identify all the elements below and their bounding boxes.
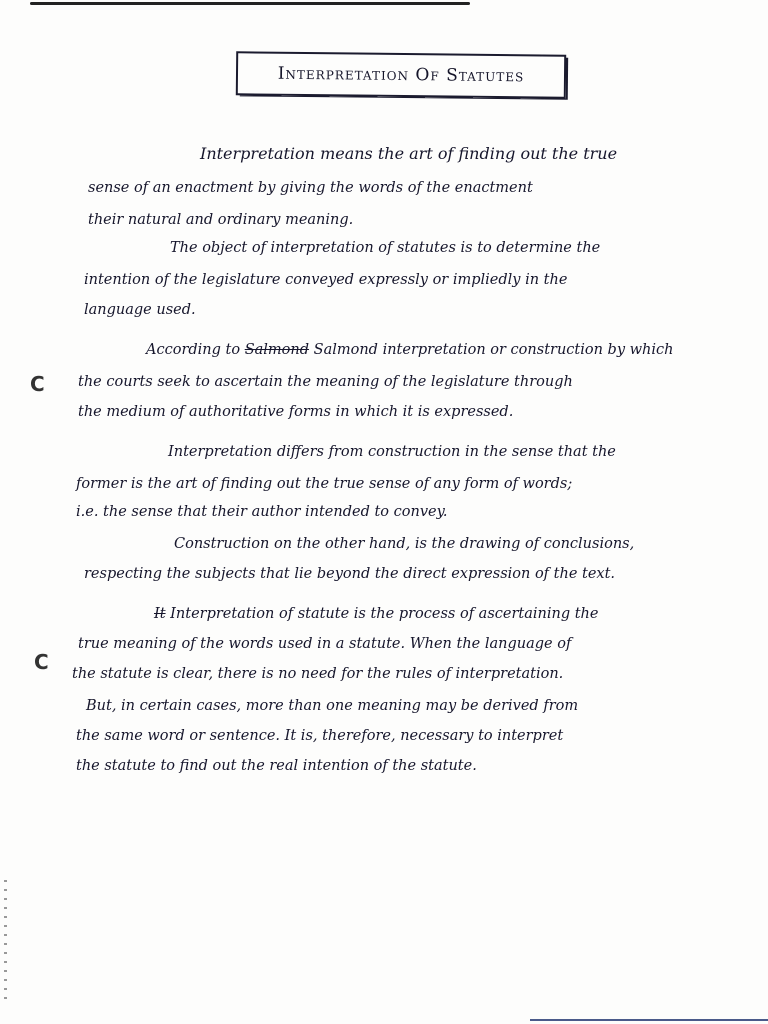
margin-mark: C	[30, 372, 45, 396]
text-fragment: Interpretation of statute is the process of ascertaining the	[165, 606, 599, 622]
text-line: the courts seek to ascertain the meaning of the legislature through	[78, 374, 573, 390]
text-line: the medium of authoritative forms in which it is expressed.	[78, 404, 514, 420]
text-line: Construction on the other hand, is the drawing of conclusions,	[174, 536, 635, 552]
text-line: true meaning of the words used in a statute. When the language of	[78, 636, 572, 652]
text-line: language used.	[84, 302, 196, 318]
text-line: the statute is clear, there is no need for the rules of interpretation.	[72, 666, 564, 682]
text-fragment: Salmond interpretation or construction by which	[309, 342, 674, 358]
margin-mark: C	[34, 650, 49, 674]
text-line: the same word or sentence. It is, therefore, necessary to interpret	[76, 728, 564, 744]
text-line: i.e. the sense that their author intended to convey.	[76, 504, 448, 520]
title-box	[236, 51, 566, 98]
text-line	[154, 606, 598, 622]
struck-word: Salmond	[244, 342, 310, 358]
text-line: respecting the subjects that lie beyond the direct expression of the text.	[84, 566, 616, 582]
page-top-edge	[30, 2, 470, 5]
text-line: Interpretation means the art of finding out the true	[200, 144, 618, 163]
text-line: sense of an enactment by giving the words of the enactment	[88, 180, 533, 196]
page-title: Interpretation Of Statutes	[277, 63, 525, 87]
text-line: the statute to find out the real intention of the statute.	[76, 758, 477, 774]
page-binding-dots	[4, 880, 7, 1000]
text-line: The object of interpretation of statutes is to determine the	[170, 240, 601, 256]
text-line: But, in certain cases, more than one meaning may be derived from	[86, 698, 579, 714]
text-line	[146, 342, 673, 358]
text-line: their natural and ordinary meaning.	[88, 212, 354, 228]
struck-word: It	[154, 606, 166, 622]
page-bottom-edge	[530, 1019, 768, 1021]
text-line: intention of the legislature conveyed expressly or impliedly in the	[84, 272, 568, 288]
text-fragment: According to	[146, 342, 245, 358]
text-line: Interpretation differs from construction in the sense that the	[168, 444, 616, 460]
text-line: former is the art of finding out the true sense of any form of words;	[76, 476, 573, 492]
